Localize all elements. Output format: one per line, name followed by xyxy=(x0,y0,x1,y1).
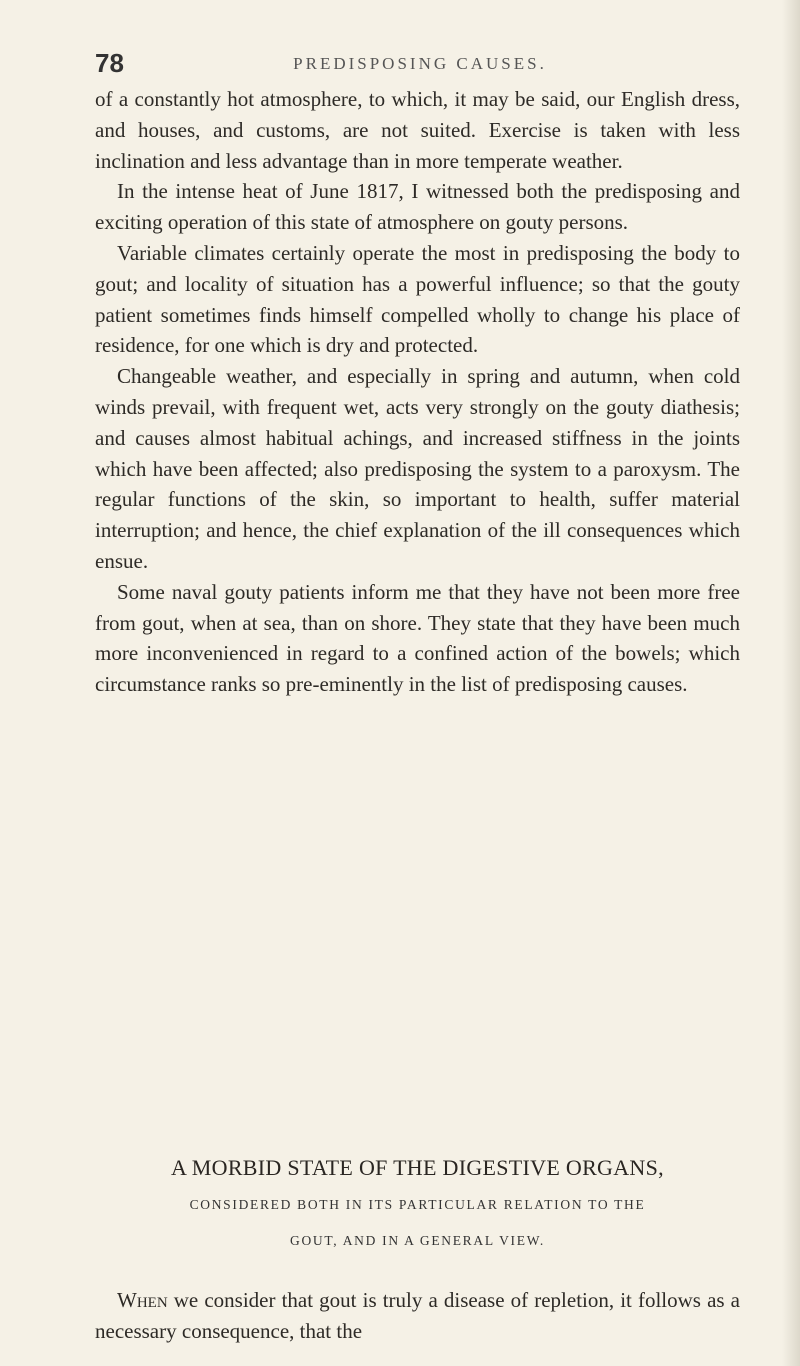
page-edge-shadow xyxy=(782,0,800,1366)
running-title: PREDISPOSING CAUSES. xyxy=(293,54,547,73)
section-subtitle-line-2: GOUT, AND IN A GENERAL VIEW. xyxy=(290,1233,545,1248)
body-text xyxy=(95,84,740,700)
paragraph-repletion-text: we consider that gout is truly a disease of repletion, it follows as a necessary consequence, that the xyxy=(95,1288,740,1343)
paragraph-continued: of a constantly hot atmosphere, to which, it may be said, our English dress, and houses, and customs, are not suited. Exercise is taken with less inclination and less advantage than in more temperate weather. xyxy=(95,87,740,173)
paragraph-repletion xyxy=(95,1285,740,1347)
paragraph-naval-patients: Some naval gouty patients inform me that they have not been more free from gout, when at sea, than on shore. They state that they have been much more inconvenienced in regard to a confined action of the bowels; which circumstance ranks so pre-eminently in the list of predisposing causes. xyxy=(95,579,740,697)
running-head xyxy=(95,48,745,82)
section-subtitle xyxy=(95,1187,740,1259)
page-number: 78 xyxy=(95,48,124,78)
paragraph-lead-word: When xyxy=(117,1288,168,1312)
section-heading xyxy=(95,1155,740,1259)
paragraph-variable-climates: Variable climates certainly operate the most in predisposing the body to gout; and locality of situation has a powerful influence; so that the gouty patient sometimes finds himself compelled wholly to change his place of residence, for one which is dry and protected. xyxy=(95,240,740,358)
section-body xyxy=(95,1285,740,1347)
paragraph-june-heat: In the intense heat of June 1817, I witnessed both the predisposing and exciting operation of this state of atmosphere on gouty persons. xyxy=(95,179,740,235)
section-title: A MORBID STATE OF THE DIGESTIVE ORGANS, xyxy=(171,1155,664,1180)
section-subtitle-line-1: CONSIDERED BOTH IN ITS PARTICULAR RELATION TO THE xyxy=(189,1197,646,1212)
paragraph-changeable-weather: Changeable weather, and especially in spring and autumn, when cold winds prevail, with frequent wet, acts very strongly on the gouty diathesis; and causes almost habitual achings, and increased stiffness in the joints which have been affected; also predisposing the system to a paroxysm. The regular functions of the skin, so important to health, suffer material interruption; and hence, the chief explanation of the ill consequences which ensue. xyxy=(95,364,740,573)
